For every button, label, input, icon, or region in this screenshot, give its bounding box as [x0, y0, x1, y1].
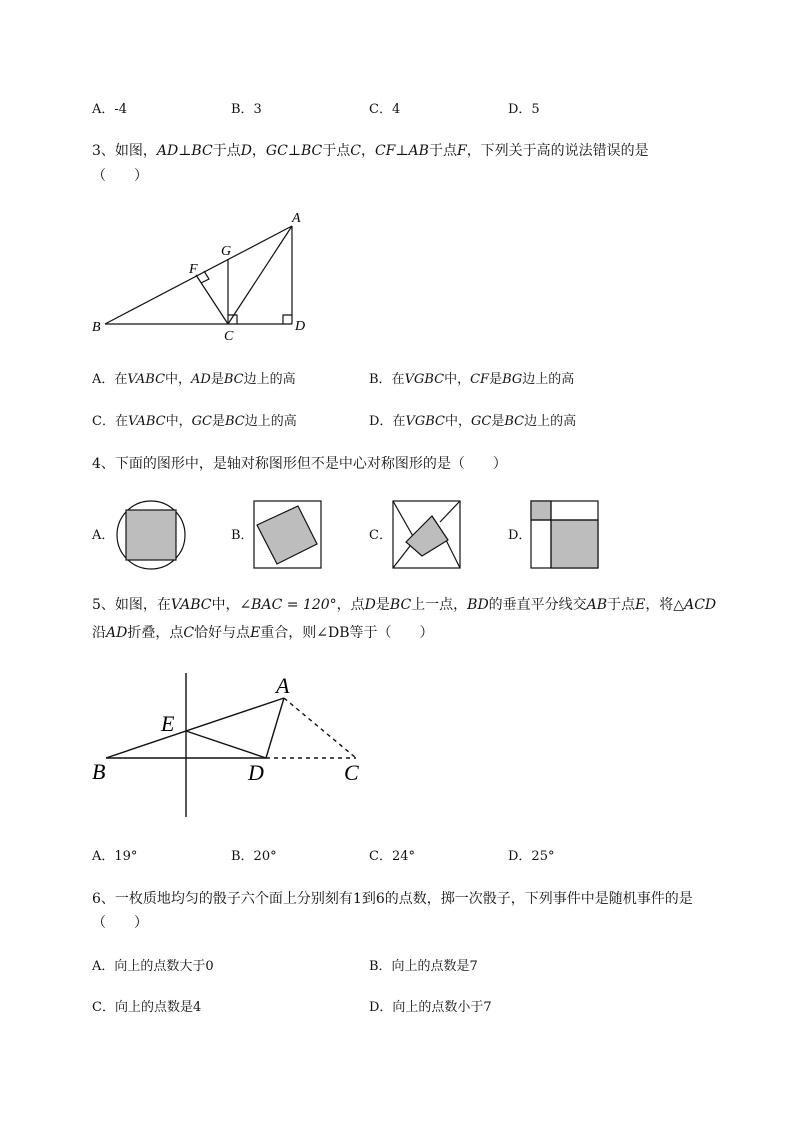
q5-t7: ，将△: [645, 597, 685, 613]
q3-s3: D: [240, 143, 252, 159]
q6-stem: 6、一枚质地均匀的骰子六个面上分别刻有1到6的点数，掷一次骰子，下列事件中是随机事件的是: [92, 891, 693, 907]
q3-s2: 于点: [212, 143, 241, 159]
q3-c-tri: VABC: [127, 414, 166, 429]
q3-label-c: C: [224, 329, 234, 344]
q5-l2a: 沿: [92, 625, 106, 641]
q6-option-a: A．向上的点数大于0: [92, 959, 214, 974]
q3-a-seg: AD: [191, 372, 211, 387]
q3-label-f: F: [189, 262, 198, 277]
q3-s1: AD⊥BC: [156, 143, 213, 159]
q3-b-is: 是: [489, 372, 503, 387]
q4-label-c: C．: [369, 528, 392, 543]
q3-b-mid: 中，: [444, 372, 471, 387]
q3-s5: GC⊥BC: [265, 143, 323, 159]
q3-option-b: [369, 370, 574, 390]
q5-stem-line1: [92, 595, 716, 615]
q3-seg-ba: [105, 226, 292, 324]
q3-s10: 于点: [428, 143, 457, 159]
q3-a-prefix: A．在: [92, 372, 128, 387]
q3-c-mid: 中，: [165, 414, 192, 429]
q3-a-base: BC: [223, 372, 244, 387]
q3-a-is: 是: [210, 372, 224, 387]
q3-s9: CF⊥AB: [374, 143, 429, 159]
q3-c-seg: GC: [191, 414, 212, 429]
q5-seg-ed: [186, 731, 266, 758]
q5-l2e: 等于（ ）: [349, 625, 434, 641]
q3-s11: F: [456, 143, 467, 159]
q5-t5: 的垂直平分线交: [488, 597, 587, 613]
q3-label-g: G: [221, 244, 232, 259]
q3-c-prefix: C．在: [92, 414, 128, 429]
q5-option-d: D．25°: [508, 849, 555, 864]
q5-figure: [88, 665, 378, 825]
q5-t3: 是: [375, 597, 390, 613]
q3-option-a: [92, 370, 296, 390]
q5-stem-line2: [92, 623, 434, 643]
q3-b-tail: 边上的高: [522, 372, 575, 387]
q3-b-base: BG: [502, 372, 523, 387]
q2-option-a: A．-4: [92, 102, 128, 117]
q5-l2d: 重合，则: [260, 625, 317, 641]
q3-d-mid: 中，: [444, 414, 471, 429]
q5-pe2: E: [250, 625, 261, 641]
q3-stem: [92, 141, 649, 161]
q5-t4: 上一点，: [411, 597, 468, 613]
q3-num: 3、如图，: [92, 143, 157, 159]
q3-d-tail: 边上的高: [524, 414, 577, 429]
q3-c-tail: 边上的高: [244, 414, 297, 429]
q2-option-b: B．3: [231, 102, 262, 117]
q3-c-base: BC: [224, 414, 245, 429]
q3-seg-fc: [196, 275, 228, 324]
q3-d-seg: GC: [470, 414, 492, 429]
q6-option-d: D．向上的点数小于7: [369, 1000, 492, 1015]
q5-l2c: 恰好与点: [194, 625, 251, 641]
q5-option-a: A．19°: [92, 849, 138, 864]
q3-a-mid: 中，: [165, 372, 192, 387]
q5-bd: BD: [467, 597, 489, 613]
q5-t2: ，点: [336, 597, 365, 613]
q3-d-tri: VGBC: [405, 414, 445, 429]
q5-l2b: 折叠，点: [127, 625, 184, 641]
q5-label-d: D: [248, 760, 264, 785]
q3-s12: ，下列关于高的说法错误的是: [466, 143, 649, 159]
q3-b-seg: CF: [470, 372, 490, 387]
q4-figure-a: [114, 499, 190, 571]
q3-b-tri: VGBC: [404, 372, 445, 387]
q3-d-is: 是: [491, 414, 505, 429]
q4-figure-c: [392, 500, 462, 570]
q5-label-e: E: [161, 711, 175, 736]
q5-acd: ACD: [684, 597, 717, 613]
q3-figure: [85, 205, 325, 345]
q5-ab: AB: [586, 597, 608, 613]
q3-label-d: D: [295, 319, 306, 334]
q3-a-tail: 边上的高: [243, 372, 296, 387]
q2-option-c: C．4: [369, 102, 401, 117]
q4-figure-d: [530, 500, 600, 570]
q3-s7: C: [350, 143, 361, 159]
q5-option-c: C．24°: [369, 849, 415, 864]
q3-label-a: A: [292, 211, 301, 226]
q3-c-is: 是: [211, 414, 225, 429]
q5-label-c: C: [344, 760, 359, 785]
q5-seg-ac-dashed: [284, 698, 356, 758]
q5-label-b: B: [92, 759, 106, 784]
q5-seg-ad: [266, 698, 284, 758]
q3-right-angle-d: [283, 315, 292, 324]
q5-angle: ∠BAC = 120°: [239, 597, 337, 613]
q3-b-prefix: B．在: [369, 372, 405, 387]
q5-seg-ba: [106, 698, 284, 758]
q4-label-d: D．: [508, 528, 532, 543]
q5-t1: 中，: [211, 597, 240, 613]
q4-label-b: B．: [231, 528, 254, 543]
q3-s6: 于点: [322, 143, 351, 159]
q3-label-b: B: [92, 320, 101, 335]
q5-t6: 于点: [607, 597, 636, 613]
q5-pe: E: [635, 597, 646, 613]
q3-option-c: [92, 412, 297, 432]
q5-bc: BC: [389, 597, 412, 613]
q5-option-b: B．20°: [231, 849, 277, 864]
q4-stem: 4、下面的图形中，是轴对称图形但不是中心对称图形的是（ ）: [92, 456, 507, 472]
q3-d-base: BC: [504, 414, 525, 429]
q5-db: ∠DB: [316, 625, 350, 641]
q5-label-a: A: [276, 673, 290, 698]
q5-ad: AD: [106, 625, 128, 641]
q3-paren: （ ）: [92, 168, 148, 184]
q5-pd: D: [364, 597, 376, 613]
q5-pc: C: [183, 625, 195, 641]
q2-option-d: D．5: [508, 102, 540, 117]
q4-figure-b: [253, 500, 323, 570]
q6-paren: （ ）: [92, 915, 148, 931]
q3-a-tri: VABC: [127, 372, 166, 387]
q3-d-prefix: D．在: [369, 414, 406, 429]
q6-option-b: B．向上的点数是7: [369, 959, 478, 974]
q6-option-c: C．向上的点数是4: [92, 1000, 202, 1015]
q4-label-a: A．: [92, 528, 115, 543]
q5-num: 5、如图，在: [92, 597, 171, 613]
q3-option-d: [369, 412, 576, 432]
q3-seg-ac: [228, 226, 292, 324]
q5-tri: VABC: [170, 597, 212, 613]
q3-s8: ，: [360, 143, 375, 159]
q3-s4: ，: [251, 143, 266, 159]
